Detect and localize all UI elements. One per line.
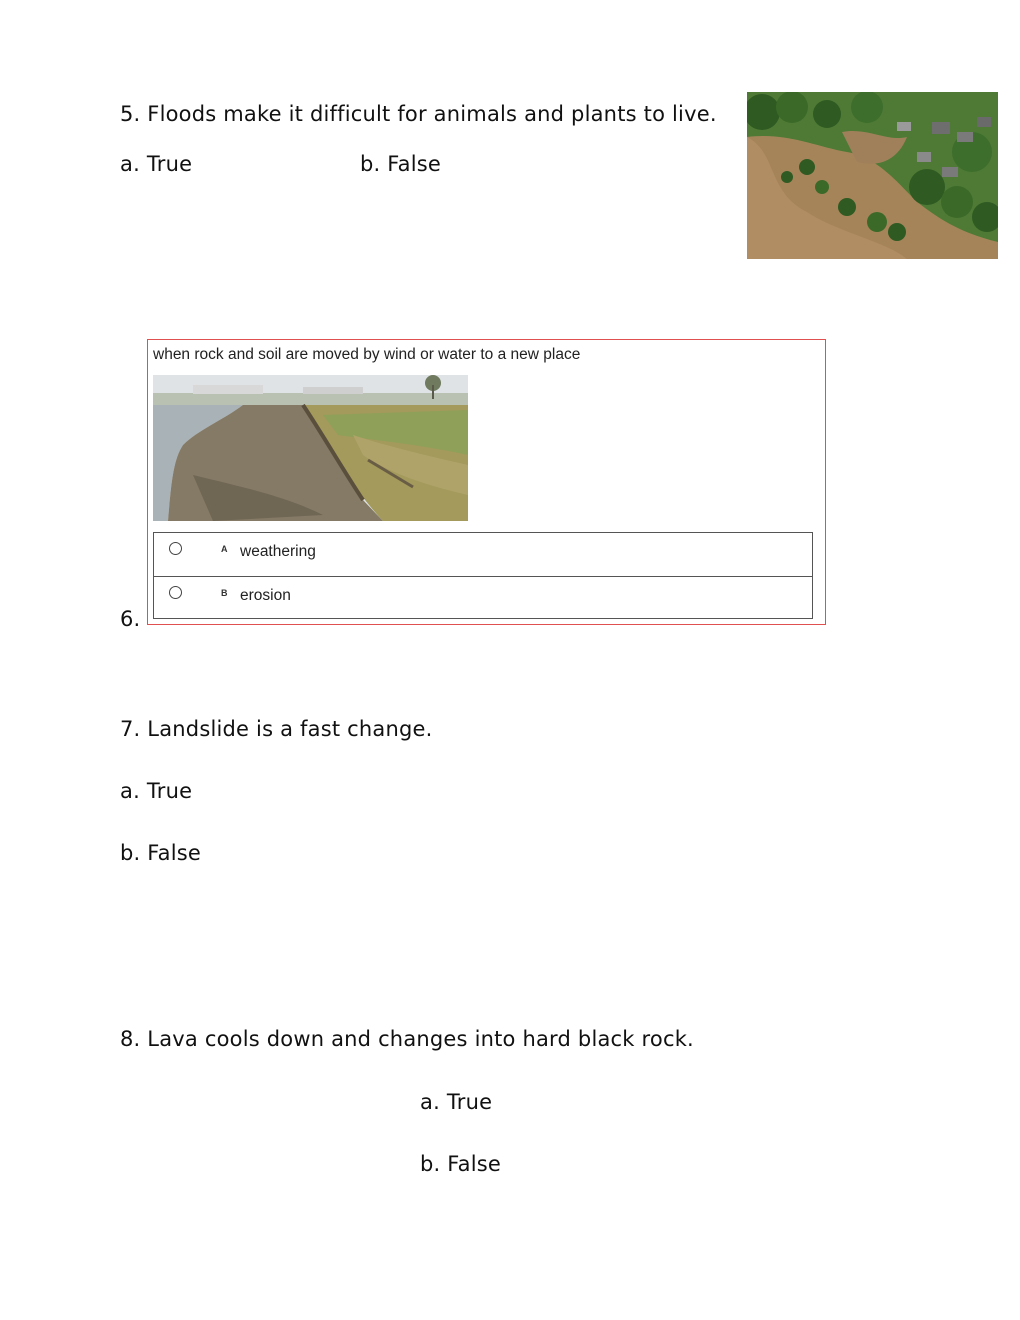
q6-options-list (153, 532, 813, 619)
option-letter: A (221, 544, 228, 554)
q7-option-a[interactable]: a. True (120, 779, 193, 803)
q6-question-card (147, 339, 826, 625)
flood-photo (747, 92, 998, 259)
q7-option-b[interactable]: b. False (120, 841, 201, 865)
q5-option-b[interactable]: b. False (360, 152, 441, 176)
q6-option-weathering[interactable] (154, 533, 812, 576)
shoreline-photo (153, 375, 468, 521)
option-text: weathering (240, 543, 316, 560)
option-text: erosion (240, 587, 291, 604)
q6-number: 6. (120, 607, 141, 631)
q6-option-erosion[interactable] (154, 576, 812, 619)
radio-button[interactable] (169, 586, 182, 599)
q5-option-a[interactable]: a. True (120, 152, 193, 176)
q7-question: 7. Landslide is a fast change. (120, 717, 433, 741)
radio-button[interactable] (169, 542, 182, 555)
q6-prompt: when rock and soil are moved by wind or water to a new place (153, 346, 581, 363)
option-letter: B (221, 588, 228, 598)
q5-question: 5. Floods make it difficult for animals and plants to live. (120, 102, 717, 126)
q8-option-a[interactable]: a. True (420, 1090, 493, 1114)
q8-option-b[interactable]: b. False (420, 1152, 501, 1176)
q8-question: 8. Lava cools down and changes into hard black rock. (120, 1027, 694, 1051)
